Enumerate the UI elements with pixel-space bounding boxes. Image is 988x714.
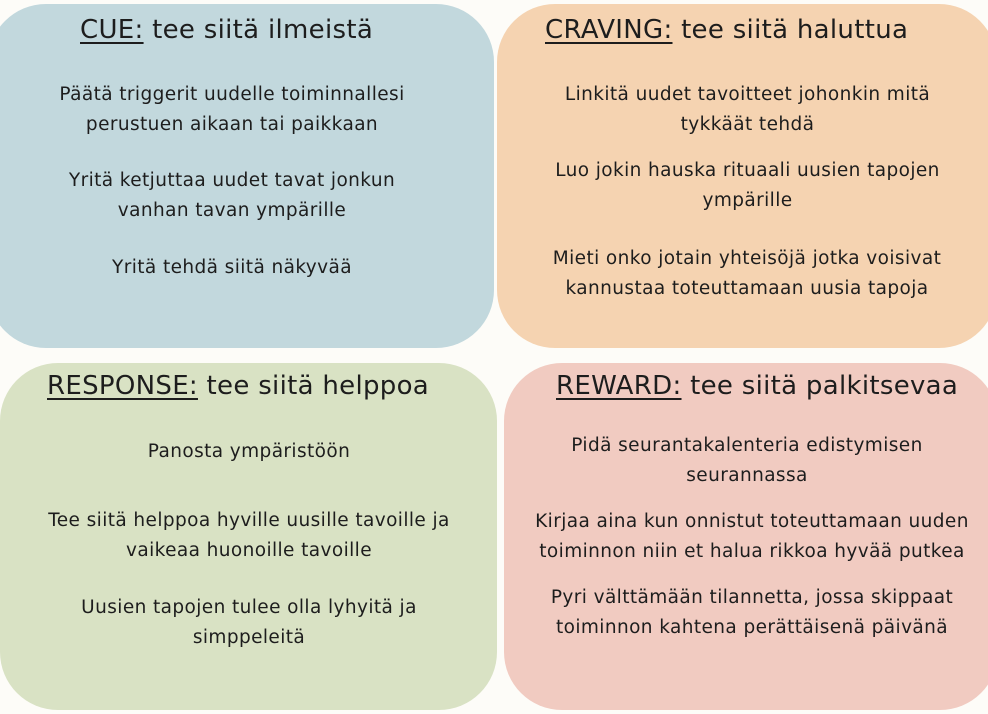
cue-item-2: Yritä ketjuttaa uudet tavat jonkun vanhan tavan ympärille [68,170,396,221]
cue-item-3: Yritä tehdä siitä näkyvää [112,257,352,278]
reward-card [504,363,988,710]
reward-item-1: Pidä seurantakalenteria edistymisen seurannassa [571,435,923,486]
response-keyword: RESPONSE: [47,371,198,401]
craving-keyword: CRAVING: [545,15,673,45]
cue-card [0,4,494,348]
craving-subtitle: tee siitä haluttua [672,15,909,45]
cue-item-1: Päätä triggerit uudelle toiminnallesi perustuen aikaan tai paikkaan [59,84,405,135]
response-card [0,363,497,710]
reward-subtitle: tee siitä palkitsevaa [681,371,959,401]
cue-title [80,15,373,45]
response-title [47,371,429,401]
response-subtitle: tee siitä helppoa [197,371,430,401]
response-item-3: Uusien tapojen tulee olla lyhyitä ja simppeleitä [81,597,417,648]
reward-item-2: Kirjaa aina kun onnistut toteuttamaan uuden toiminnon niin et halua rikkoa hyvää putkea [535,511,969,562]
craving-item-3: Mieti onko jotain yhteisöjä jotka voisivat kannustaa toteuttamaan uusia tapoja [552,248,942,299]
craving-item-2: Luo jokin hauska rituaali uusien tapojen ympärille [555,160,940,211]
cue-keyword: CUE: [80,15,144,45]
craving-item-1: Linkitä uudet tavoitteet johonkin mitä tykkäät tehdä [564,84,931,135]
craving-card [497,4,988,348]
craving-title [545,15,908,45]
reward-item-3: Pyri välttämään tilannetta, jossa skippaat toiminnon kahtena perättäisenä päivänä [550,587,954,638]
response-item-2: Tee siitä helppoa hyville uusille tavoille ja vaikeaa huonoille tavoille [48,510,450,561]
reward-keyword: REWARD: [556,371,682,401]
cue-subtitle: tee siitä ilmeistä [143,15,374,45]
reward-title [556,371,958,401]
response-item-1: Panosta ympäristöön [147,441,351,462]
